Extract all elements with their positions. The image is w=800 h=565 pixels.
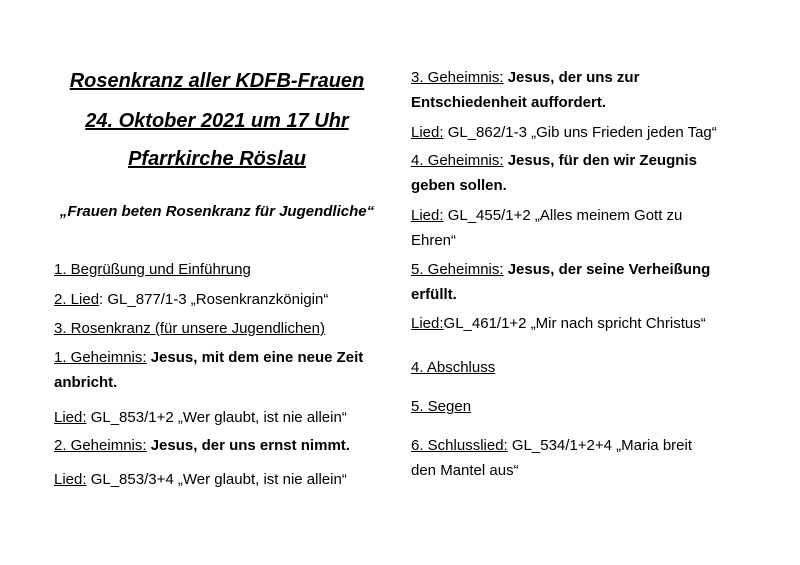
mystery-4-text-cont: geben sollen. <box>411 177 507 194</box>
song-4 <box>411 203 682 228</box>
mystery-1-text-cont: anbricht. <box>54 374 118 391</box>
song-1 <box>54 405 347 430</box>
agenda-item-4: 4. Abschluss <box>411 359 496 376</box>
song-2-label: Lied: <box>54 471 87 488</box>
agenda-item-1: 1. Begrüßung und Einführung <box>54 261 251 278</box>
mystery-5-text-cont: erfüllt. <box>411 286 457 303</box>
song-2 <box>54 467 347 492</box>
song-3-text: GL_862/1-3 „Gib uns Frieden jeden Tag“ <box>443 124 717 141</box>
mystery-4 <box>411 148 697 173</box>
song-5-text: GL_461/1+2 „Mir nach spricht Christus“ <box>443 315 706 332</box>
mystery-2-label: 2. Geheimnis: <box>54 437 147 454</box>
mystery-1-label: 1. Geheimnis: <box>54 349 147 366</box>
mystery-5-label: 5. Geheimnis: <box>411 261 504 278</box>
title-line-2: 24. Oktober 2021 um 17 Uhr <box>85 110 349 132</box>
song-1-text: GL_853/1+2 „Wer glaubt, ist nie allein“ <box>86 409 347 426</box>
mystery-5 <box>411 257 710 282</box>
mystery-3-label: 3. Geheimnis: <box>411 69 504 86</box>
item6-text: GL_534/1+2+4 „Maria breit <box>507 437 692 454</box>
song-5-label: Lied: <box>411 315 444 332</box>
item6-text-cont: den Mantel aus“ <box>411 462 519 479</box>
song-3-label: Lied: <box>411 124 444 141</box>
mystery-1 <box>54 345 363 370</box>
mystery-1-text: Jesus, mit dem eine neue Zeit <box>146 349 364 366</box>
mystery-3-text: Jesus, der uns zur <box>503 69 640 86</box>
song-4-text-cont: Ehren“ <box>411 232 457 249</box>
item6-label: 6. Schlusslied: <box>411 437 508 454</box>
agenda-item-2 <box>54 287 328 312</box>
song-4-label: Lied: <box>411 207 444 224</box>
title-line-1: Rosenkranz aller KDFB-Frauen <box>69 70 365 92</box>
song-3 <box>411 120 717 145</box>
song-2-text: GL_853/3+4 „Wer glaubt, ist nie allein“ <box>86 471 347 488</box>
mystery-4-text: Jesus, für den wir Zeugnis <box>503 152 697 169</box>
mystery-3 <box>411 65 639 90</box>
mystery-2-text: Jesus, der uns ernst nimmt. <box>146 437 350 454</box>
mystery-4-label: 4. Geheimnis: <box>411 152 504 169</box>
agenda-item-5: 5. Segen <box>411 398 472 415</box>
agenda-item-6 <box>411 433 692 458</box>
mystery-2 <box>54 433 350 458</box>
mystery-5-text: Jesus, der seine Verheißung <box>503 261 711 278</box>
agenda-item-3: 3. Rosenkranz (für unsere Jugendlichen) <box>54 320 325 337</box>
title-line-3: Pfarrkirche Röslau <box>128 148 306 170</box>
subtitle: „Frauen beten Rosenkranz für Jugendliche“ <box>59 203 375 220</box>
mystery-3-text-cont: Entschiedenheit auffordert. <box>411 94 607 111</box>
song-5 <box>411 311 706 336</box>
song-4-text: GL_455/1+2 „Alles meinem Gott zu <box>443 207 683 224</box>
item2-text: : GL_877/1-3 „Rosenkranzkönigin“ <box>99 291 329 308</box>
song-1-label: Lied: <box>54 409 87 426</box>
item2-label: 2. Lied <box>54 291 100 308</box>
